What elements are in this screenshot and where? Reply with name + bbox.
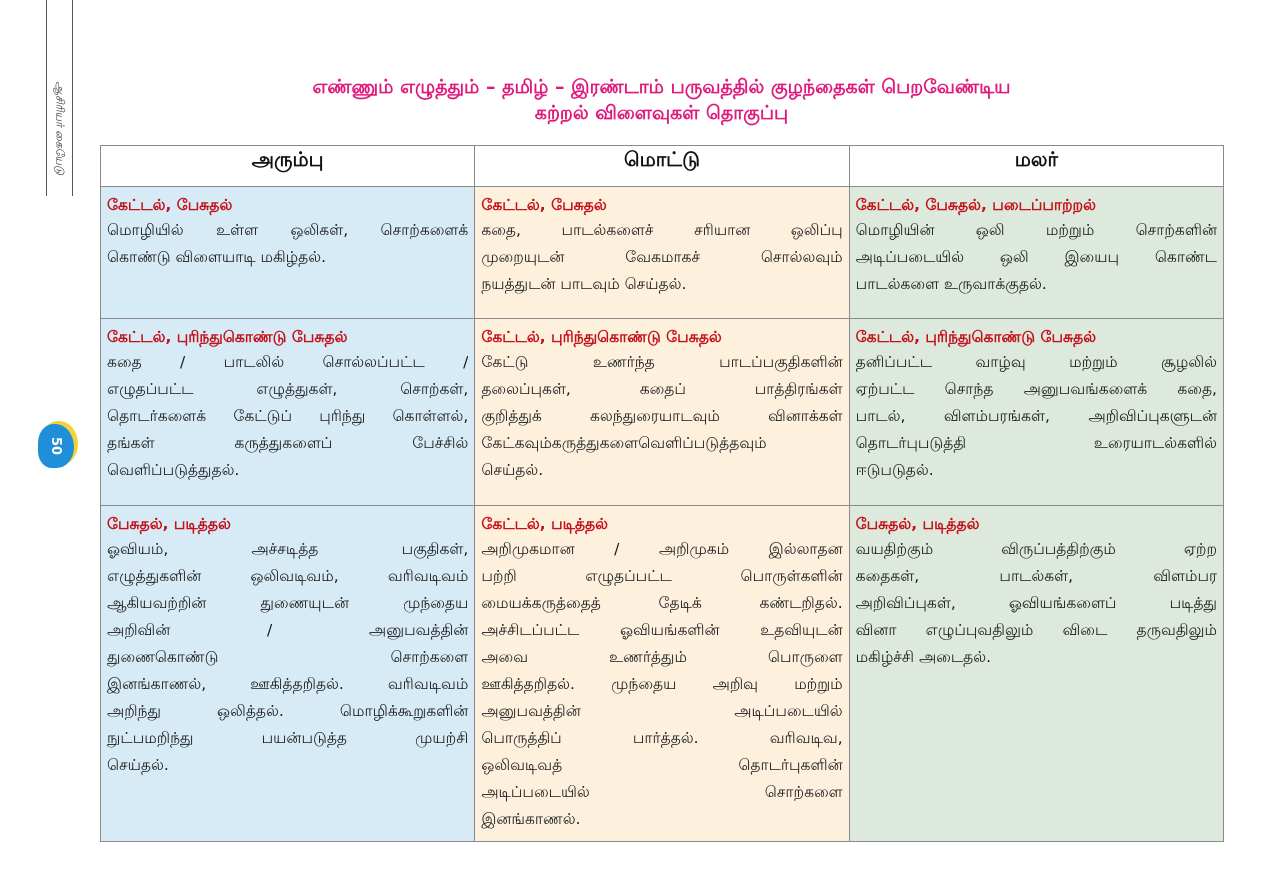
skill-heading: கேட்டல், புரிந்துகொண்டு பேசுதல் xyxy=(107,328,348,346)
outcome-text-line: அறிவின் / அனுபவத்தின் xyxy=(107,621,469,639)
outcome-text-line: அறிமுகமான / அறிமுகம் இல்லாதன xyxy=(481,540,843,558)
outcome-text-line: செய்தல். xyxy=(481,461,544,479)
table-cell-arumbu xyxy=(101,319,475,506)
skill-heading: கேட்டல், பேசுதல், படைப்பாற்றல் xyxy=(855,196,1096,214)
page-title xyxy=(100,74,1223,126)
side-rule-right xyxy=(72,0,73,196)
outcome-text-line: அவை உணர்த்தும் பொருளை xyxy=(481,648,843,666)
table-header-row xyxy=(101,146,1224,187)
skill-heading: கேட்டல், பேசுதல் xyxy=(481,196,607,214)
outcome-text-line: தங்கள் கருத்துகளைப் பேச்சில் xyxy=(107,434,469,452)
table-cell-arumbu xyxy=(101,506,475,842)
outcome-text-line: கேட்கவும்கருத்துகளைவெளிப்படுத்தவும் xyxy=(481,434,767,452)
outcome-text-line: தனிப்பட்ட வாழ்வு மற்றும் சூழலில் xyxy=(855,353,1217,371)
skill-heading: கேட்டல், புரிந்துகொண்டு பேசுதல் xyxy=(481,328,722,346)
outcome-text-line: எழுத்துகளின் ஒலிவடிவம், வரிவடிவம் xyxy=(107,567,469,585)
side-rule-left xyxy=(46,0,47,196)
column-header-mottu: மொட்டு xyxy=(475,146,849,187)
outcome-text-line: கேட்டு உணர்ந்த பாடப்பகுதிகளின் xyxy=(481,353,843,371)
outcome-text-line: ஒலிவடிவத் தொடர்புகளின் xyxy=(481,756,843,774)
outcome-text-line: தொடர்களைக் கேட்டுப் புரிந்து கொள்ளல், xyxy=(107,407,469,425)
skill-heading: பேசுதல், படித்தல் xyxy=(107,515,231,533)
outcome-text-line: மொழியின் ஒலி மற்றும் சொற்களின் xyxy=(855,221,1217,239)
outcome-text-line: வினா எழுப்புவதிலும் விடை தருவதிலும் xyxy=(855,621,1217,639)
table-row xyxy=(101,187,1224,319)
outcome-text-line: குறித்துக் கலந்துரையாடவும் வினாக்கள் xyxy=(481,407,843,425)
outcome-text-line: அடிப்படையில் ஒலி இயைபு கொண்ட xyxy=(855,248,1217,266)
page-number: 50 xyxy=(48,436,64,456)
outcome-text-line: கதை, பாடல்களைச் சரியான ஒலிப்பு xyxy=(481,221,843,239)
outcome-text-line: அச்சிடப்பட்ட ஓவியங்களின் உதவியுடன் xyxy=(481,621,843,639)
skill-heading: கேட்டல், பேசுதல் xyxy=(107,196,233,214)
table-cell-arumbu xyxy=(101,187,475,319)
outcome-text-line: கொண்டு விளையாடி மகிழ்தல். xyxy=(107,248,327,266)
outcome-text-line: அறிவிப்புகள், ஓவியங்களைப் படித்து xyxy=(855,594,1217,612)
outcome-text-line: இனங்காணல். xyxy=(481,810,581,828)
table-cell-mottu xyxy=(475,187,849,319)
outcome-text-line: தொடர்புபடுத்தி உரையாடல்களில் xyxy=(855,434,1217,452)
outcome-text-line: பற்றி எழுதப்பட்ட பொருள்களின் xyxy=(481,567,843,585)
outcome-text-line: அனுபவத்தின் அடிப்படையில் xyxy=(481,702,843,720)
outcome-text-line: ஏற்பட்ட சொந்த அனுபவங்களைக் கதை, xyxy=(855,380,1217,398)
table-row xyxy=(101,506,1224,842)
outcome-text-line: கதைகள், பாடல்கள், விளம்பர xyxy=(855,567,1217,585)
outcome-text-line: வெளிப்படுத்துதல். xyxy=(107,461,240,479)
outcome-text-line: பாடல்களை உருவாக்குதல். xyxy=(855,275,1047,293)
skill-heading: கேட்டல், படித்தல் xyxy=(481,515,608,533)
table-cell-mottu xyxy=(475,319,849,506)
column-header-arumbu: அரும்பு xyxy=(101,146,475,187)
skill-heading: பேசுதல், படித்தல் xyxy=(855,515,980,533)
table-cell-malar xyxy=(849,506,1223,842)
outcome-text-line: மையக்கருத்தைத் தேடிக் கண்டறிதல். xyxy=(481,594,843,612)
outcome-text-line: ஊகித்தறிதல். முந்தைய அறிவு மற்றும் xyxy=(481,675,843,693)
page-title-line-1: எண்ணும் எழுத்தும் – தமிழ் – இரண்டாம் பருவத்தில் குழந்தைகள் பெறவேண்டிய xyxy=(312,76,1011,98)
outcome-text-line: வயதிற்கும் விருப்பத்திற்கும் ஏற்ற xyxy=(855,540,1217,558)
learning-outcomes-table xyxy=(100,145,1224,842)
outcome-text-line: அடிப்படையில் சொற்களை xyxy=(481,783,843,801)
outcome-text-line: செய்தல். xyxy=(107,756,169,774)
outcome-text-line: இனங்காணல், ஊகித்தறிதல். வரிவடிவம் xyxy=(107,675,469,693)
outcome-text-line: அறிந்து ஒலித்தல். மொழிக்கூறுகளின் xyxy=(107,702,469,720)
outcome-text-line: எழுதப்பட்ட எழுத்துகள், சொற்கள், xyxy=(107,380,469,398)
outcome-text-line: ஆகியவற்றின் துணையுடன் முந்தைய xyxy=(107,594,469,612)
table-cell-mottu xyxy=(475,506,849,842)
outcome-text-line: பாடல், விளம்பரங்கள், அறிவிப்புகளுடன் xyxy=(855,407,1217,425)
outcome-text-line: துணைகொண்டு சொற்களை xyxy=(107,648,469,666)
outcome-text-line: பொருத்திப் பார்த்தல். வரிவடிவ, xyxy=(481,729,843,747)
outcome-text-line: நுட்பமறிந்து பயன்படுத்த முயற்சி xyxy=(107,729,469,747)
outcome-text-line: மொழியில் உள்ள ஒலிகள், சொற்களைக் xyxy=(107,221,469,239)
table-cell-malar xyxy=(849,319,1223,506)
side-label: ஆசிரியர் கையேடு xyxy=(53,81,67,175)
outcome-text-line: ஓவியம், அச்சடித்த பகுதிகள், xyxy=(107,540,469,558)
table-cell-malar xyxy=(849,187,1223,319)
column-header-malar: மலர் xyxy=(849,146,1223,187)
table-row xyxy=(101,319,1224,506)
outcome-text-line: தலைப்புகள், கதைப் பாத்திரங்கள் xyxy=(481,380,843,398)
outcome-text-line: கதை / பாடலில் சொல்லப்பட்ட / xyxy=(107,353,469,371)
page-title-line-2: கற்றல் விளைவுகள் தொகுப்பு xyxy=(534,102,789,124)
skill-heading: கேட்டல், புரிந்துகொண்டு பேசுதல் xyxy=(855,328,1097,346)
outcome-text-line: முறையுடன் வேகமாகச் சொல்லவும் xyxy=(481,248,843,266)
outcome-text-line: நயத்துடன் பாடவும் செய்தல். xyxy=(481,275,687,293)
outcome-text-line: மகிழ்ச்சி அடைதல். xyxy=(855,648,992,666)
outcome-text-line: ஈடுபடுதல். xyxy=(855,461,934,479)
